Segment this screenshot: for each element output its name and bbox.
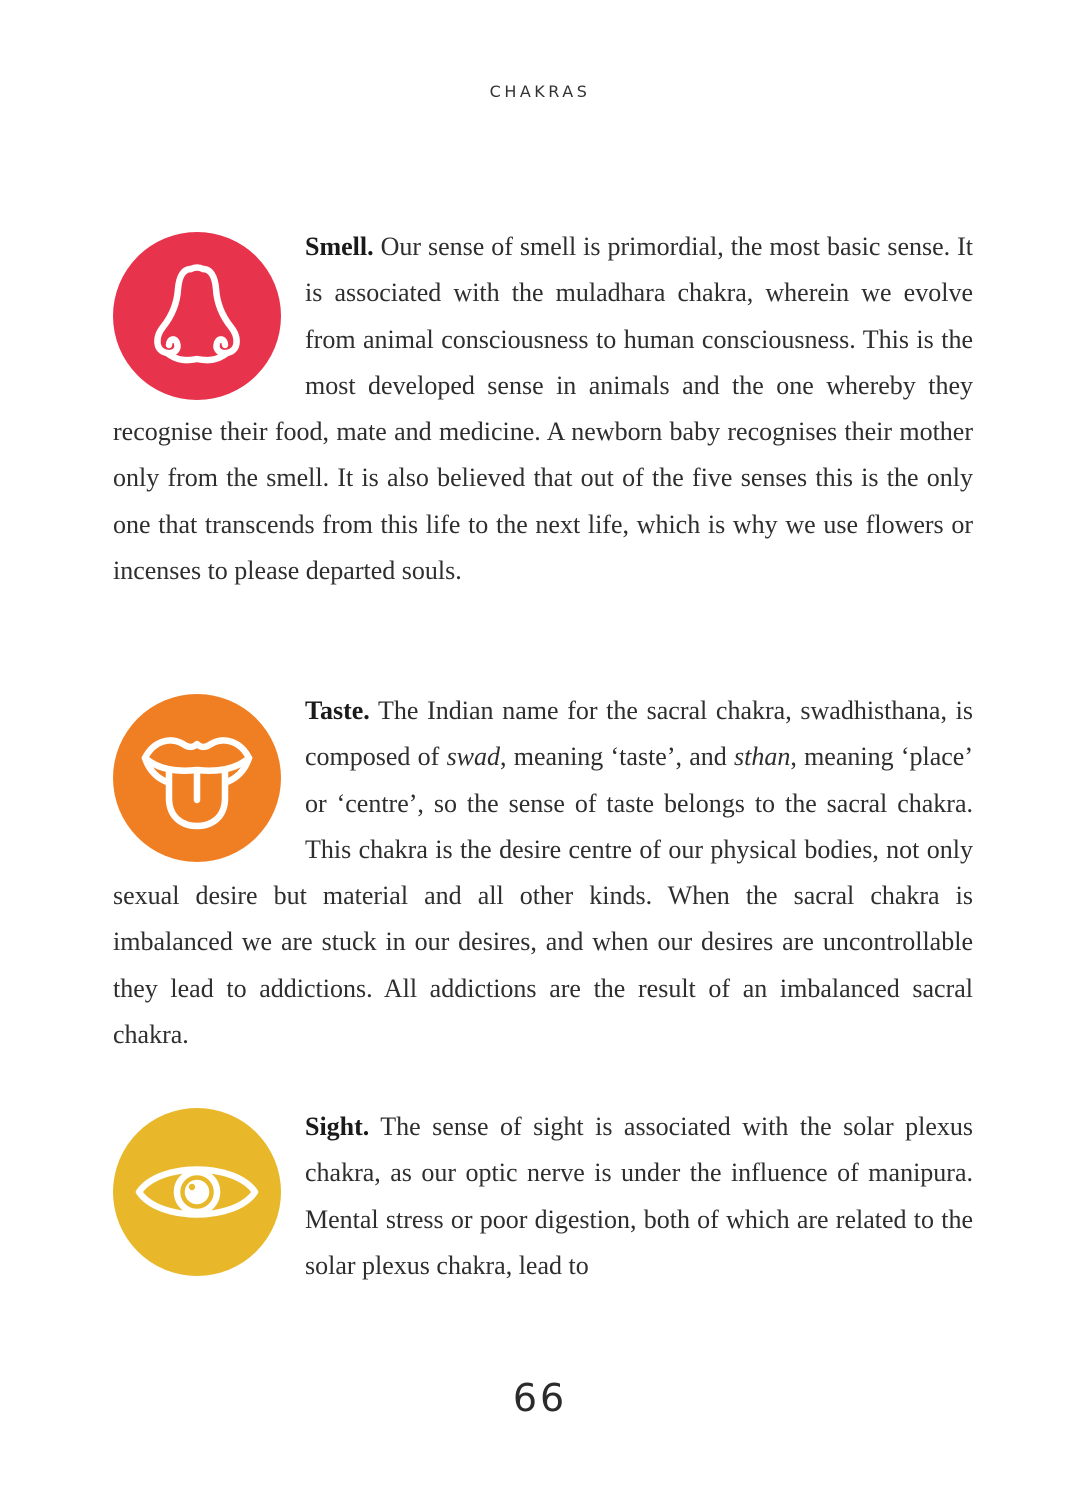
section-sight [113, 1104, 973, 1289]
smell-text: Our sense of smell is primordial, the most basic sense. It is associated with the muladhara chakra, wherein we evolve from animal consciousness to human consciousness. This is the most developed sense in animals and the one whereby they recognise their food, mate and medicine. A newborn baby recognises their mother only from the smell. It is also believed that out of the five senses this is the only one that transcends from this life to the next life, which is why we use flowers or incenses to please departed souls. [113, 232, 973, 586]
taste-term-sthan: sthan [734, 742, 791, 772]
section-smell [113, 224, 973, 594]
taste-icon-badge [113, 694, 281, 862]
smell-icon-badge [113, 232, 281, 400]
taste-text-3: , meaning ‘place’ or ‘centre’, so the sense of taste belongs to the sacral chakra. This chakra is the desire centre of our physical bodies, not only sexual desire but material and all other kinds. When the sacral chakra is imbalanced we are stuck in our desires, and when our desires are uncontrollable they lead to addictions. All addictions are the result of an imbalanced sacral chakra. [113, 742, 973, 1050]
taste-term-swad: swad [446, 742, 501, 772]
page-number: 66 [512, 1376, 568, 1420]
taste-lead: Taste. [305, 696, 370, 725]
sight-text: The sense of sight is associated with the solar plexus chakra, as our optic nerve is under the influence of manipura. Mental stress or poor digestion, both of which are related to the solar plexus chakra, lead to [305, 1112, 973, 1280]
tongue-icon [139, 726, 255, 830]
taste-text-2: , meaning ‘taste’, and [500, 742, 734, 772]
eye-icon [133, 1152, 261, 1232]
nose-icon [147, 261, 247, 371]
taste-text-1: The Indian name for the sacral chakra, swadhisthana, is composed of [305, 696, 973, 772]
section-taste [113, 688, 973, 1058]
smell-lead: Smell. [305, 232, 374, 261]
sight-icon-badge [113, 1108, 281, 1276]
running-head: CHAKRAS [489, 82, 591, 101]
sight-lead: Sight. [305, 1112, 370, 1141]
